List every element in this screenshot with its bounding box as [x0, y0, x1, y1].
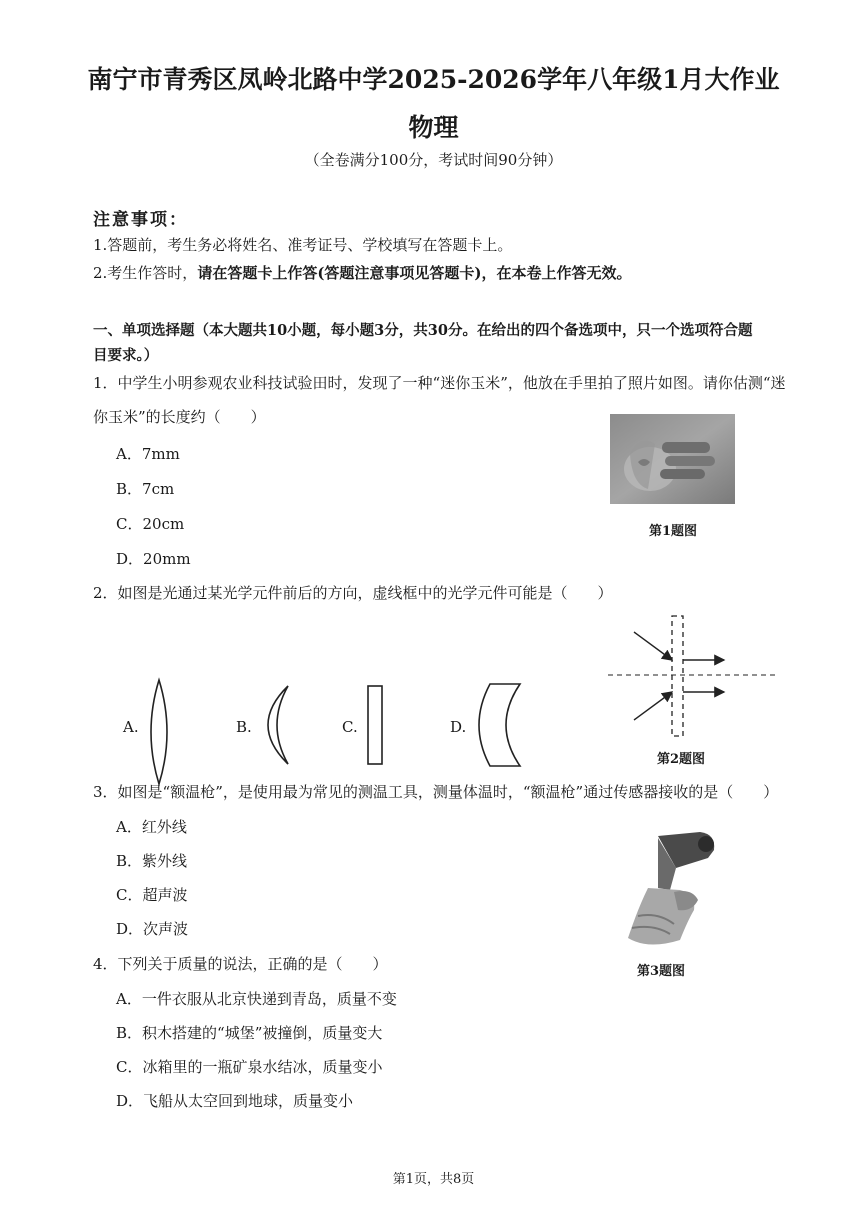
- q2-glass-slab-icon: [366, 684, 384, 766]
- q2-concave-lens-icon: [474, 682, 524, 768]
- q1-figure-caption: 第1题图: [649, 524, 698, 539]
- q3-thermometer-gun-photo: [618, 828, 718, 950]
- notice-item-1: 1.答题前，考生务必将姓名、准考证号、学校填写在答题卡上。: [93, 236, 513, 254]
- notice-heading: 注意事项：: [93, 210, 188, 230]
- q4-option-b: B．积木搭建的“城堡”被撞倒，质量变大: [116, 1024, 383, 1042]
- q3-option-b: B．紫外线: [116, 852, 188, 870]
- q1-stem-line2: 你玉米”的长度约（ ）: [93, 408, 266, 426]
- exam-info: （全卷满分100分，考试时间90分钟）: [304, 151, 563, 169]
- q3-option-c: C．超声波: [116, 886, 188, 904]
- q4-option-a: A．一件衣服从北京快递到青岛，质量不变: [116, 990, 397, 1008]
- q2-ray-diagram: [606, 612, 778, 742]
- q3-figure-caption: 第3题图: [637, 964, 686, 979]
- notice-item-2-emphasis: 请在答题卡上作答(答题注意事项见答题卡)，在本卷上作答无效。: [197, 264, 632, 282]
- q3-option-d: D．次声波: [116, 920, 189, 938]
- q2-convex-lens-icon: [145, 676, 173, 788]
- exam-title: 南宁市青秀区凤岭北路中学2025-2026学年八年级1月大作业: [87, 65, 780, 94]
- q4-stem: 4．下列关于质量的说法，正确的是（ ）: [93, 955, 388, 973]
- q2-figure-caption: 第2题图: [657, 752, 706, 767]
- notice-item-2: [93, 262, 632, 283]
- q2-meniscus-lens-icon: [258, 684, 292, 766]
- subject-title: 物理: [408, 113, 459, 142]
- q3-stem: 3．如图是“额温枪”，是使用最为常见的测温工具，测量体温时，“额温枪”通过传感器接收的是（ ）: [93, 783, 779, 801]
- page-number: 第1页，共8页: [392, 1172, 475, 1187]
- q4-option-d: D．飞船从太空回到地球，质量变小: [116, 1092, 354, 1110]
- q2-option-a-label: A.: [123, 718, 139, 736]
- q1-option-d: D．20mm: [116, 550, 191, 568]
- section-heading-line2: 目要求。）: [93, 347, 159, 364]
- notice-item-2-prefix: 2.考生作答时，: [93, 264, 198, 282]
- q1-stem-line1: 1．中学生小明参观农业科技试验田时，发现了一种“迷你玉米”，他放在手里拍了照片如图。请你估测“迷: [93, 374, 786, 392]
- q2-option-c-label: C.: [342, 718, 358, 736]
- q1-option-a: A．7mm: [116, 445, 180, 463]
- q2-option-b-label: B.: [236, 718, 252, 736]
- q1-corn-photo: [610, 414, 735, 504]
- q2-stem: 2．如图是光通过某光学元件前后的方向，虚线框中的光学元件可能是（ ）: [93, 584, 613, 602]
- q2-option-d-label: D.: [450, 718, 467, 736]
- section-heading-line1: 一、单项选择题（本大题共10小题，每小题3分，共30分。在给出的四个备选项中，只一个选项符合题: [93, 322, 753, 339]
- q4-option-c: C．冰箱里的一瓶矿泉水结冰，质量变小: [116, 1058, 383, 1076]
- q1-option-c: C．20cm: [116, 515, 185, 533]
- q3-option-a: A．红外线: [116, 818, 187, 836]
- q1-option-b: B．7cm: [116, 480, 175, 498]
